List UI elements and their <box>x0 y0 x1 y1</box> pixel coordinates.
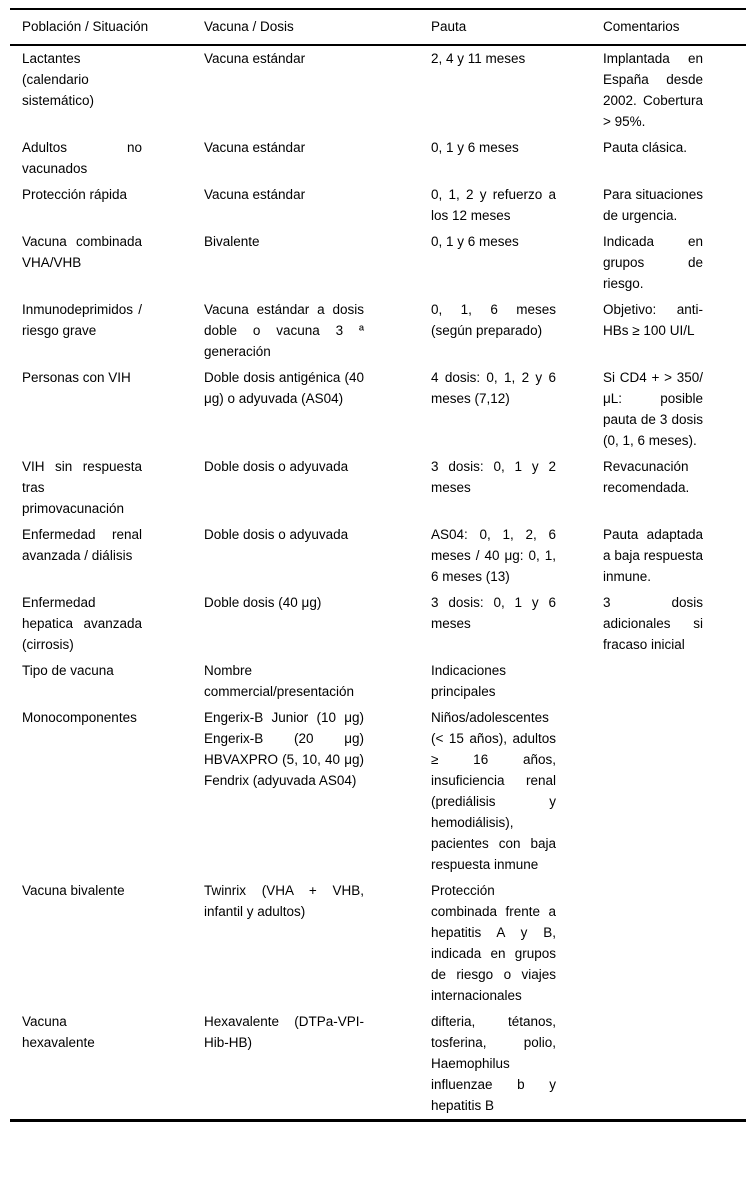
table-cell: Doble dosis antigénica (40 μg) o adyuvada (AS04) <box>204 370 364 406</box>
table-cell: Para situaciones de urgencia. <box>603 187 703 223</box>
table-row <box>10 658 746 705</box>
table-cell <box>591 658 746 705</box>
table-cell: Enfermedad renal avanzada / diálisis <box>22 527 142 563</box>
table-cell: Twinrix (VHA + VHB, infantil y adultos) <box>204 883 364 919</box>
table-cell: Niños/adolescentes (< 15 años), adultos ≥ 16 años, insuficiencia renal (prediálisis y hemodiálisis), pacientes con baja respuesta inmune <box>431 710 556 872</box>
table-cell: Pauta clásica. <box>603 140 688 155</box>
table-cell: Vacuna estándar <box>204 140 306 155</box>
table-cell: Pauta adaptada a baja respuesta inmune. <box>603 527 703 584</box>
column-header: Pauta <box>419 9 591 45</box>
table-cell: Vacuna hexavalente <box>22 1014 95 1050</box>
table-cell: Enfermedad hepatica avanzada (cirrosis) <box>22 595 142 652</box>
table-cell: difteria, tétanos, tosferina, polio, Haemophilus influenzae b y hepatitis B <box>431 1014 556 1113</box>
table-cell: Objetivo: anti-HBs ≥ 100 UI/L <box>603 302 703 338</box>
table-cell: Monocomponentes <box>22 710 137 725</box>
table-cell: Protección rápida <box>22 187 128 202</box>
table-cell: Adultos no vacunados <box>22 140 142 176</box>
table-cell: Inmunodeprimidos / riesgo grave <box>22 302 142 338</box>
table-cell: Vacuna estándar <box>204 51 306 66</box>
table-row <box>10 135 746 182</box>
table-row <box>10 182 746 229</box>
table-cell: 2, 4 y 11 meses <box>431 51 526 66</box>
table-cell: Doble dosis o adyuvada <box>204 527 349 542</box>
header-row <box>10 9 746 45</box>
table-cell <box>591 705 746 878</box>
table-cell: Nombre commercial/presentación <box>204 663 355 699</box>
table-header <box>10 9 746 45</box>
table-row <box>10 1009 746 1121</box>
table-row <box>10 705 746 878</box>
table-cell: 0, 1 y 6 meses <box>431 234 519 249</box>
table-cell: Hexavalente (DTPa-VPI-Hib-HB) <box>204 1014 364 1050</box>
table-cell: Bivalente <box>204 234 260 249</box>
table-cell: Vacuna estándar a dosis doble o vacuna 3 ª generación <box>204 302 364 359</box>
table-cell: 0, 1, 2 y refuerzo a los 12 meses <box>431 187 556 223</box>
table-cell: Si CD4 + > 350/μL: posible pauta de 3 dosis (0, 1, 6 meses). <box>603 370 703 448</box>
table-cell: Indicada en grupos de riesgo. <box>603 234 703 291</box>
table-cell <box>591 878 746 1009</box>
table-row <box>10 297 746 365</box>
table-row <box>10 878 746 1009</box>
table-cell: Vacuna bivalente <box>22 883 125 898</box>
table-cell: Implantada en España desde 2002. Cobertura > 95%. <box>603 51 703 129</box>
table-body <box>10 45 746 1121</box>
table-cell: Doble dosis (40 μg) <box>204 595 322 610</box>
table-cell: 3 dosis adicionales si fracaso inicial <box>603 595 703 652</box>
table-row <box>10 365 746 454</box>
table-cell: 4 dosis: 0, 1, 2 y 6 meses (7,12) <box>431 370 556 406</box>
table-cell: AS04: 0, 1, 2, 6 meses / 40 μg: 0, 1, 6 meses (13) <box>431 527 556 584</box>
table-row <box>10 454 746 522</box>
table-cell: Vacuna combinada VHA/VHB <box>22 234 142 270</box>
table-cell: Engerix-B Junior (10 μg) Engerix-B (20 μg) HBVAXPRO (5, 10, 40 μg) Fendrix (adyuvada AS04) <box>204 710 364 788</box>
table-row <box>10 590 746 658</box>
table-cell: Protección combinada frente a hepatitis A y B, indicada en grupos de riesgo o viajes internacionales <box>431 883 556 1003</box>
table-cell: Revacunación recomendada. <box>603 459 690 495</box>
table-cell: Indicaciones principales <box>431 663 507 699</box>
table-cell: VIH sin respuesta tras primovacunación <box>22 459 142 516</box>
vaccination-schedule-table <box>10 8 746 1122</box>
table-cell: 3 dosis: 0, 1 y 2 meses <box>431 459 556 495</box>
table-cell: 3 dosis: 0, 1 y 6 meses <box>431 595 556 631</box>
table-cell: 0, 1, 6 meses (según preparado) <box>431 302 556 338</box>
table-cell <box>591 1009 746 1121</box>
table-row <box>10 45 746 135</box>
table-cell: Lactantes (calendario sistemático) <box>22 51 95 108</box>
table-cell: Personas con VIH <box>22 370 131 385</box>
table-cell: 0, 1 y 6 meses <box>431 140 519 155</box>
table-cell: Doble dosis o adyuvada <box>204 459 349 474</box>
table-row <box>10 522 746 590</box>
table-row <box>10 229 746 297</box>
column-header: Vacuna / Dosis <box>192 9 419 45</box>
column-header: Comentarios <box>591 9 746 45</box>
table-cell: Tipo de vacuna <box>22 663 114 678</box>
column-header: Población / Situación <box>10 9 192 45</box>
table-cell: Vacuna estándar <box>204 187 306 202</box>
